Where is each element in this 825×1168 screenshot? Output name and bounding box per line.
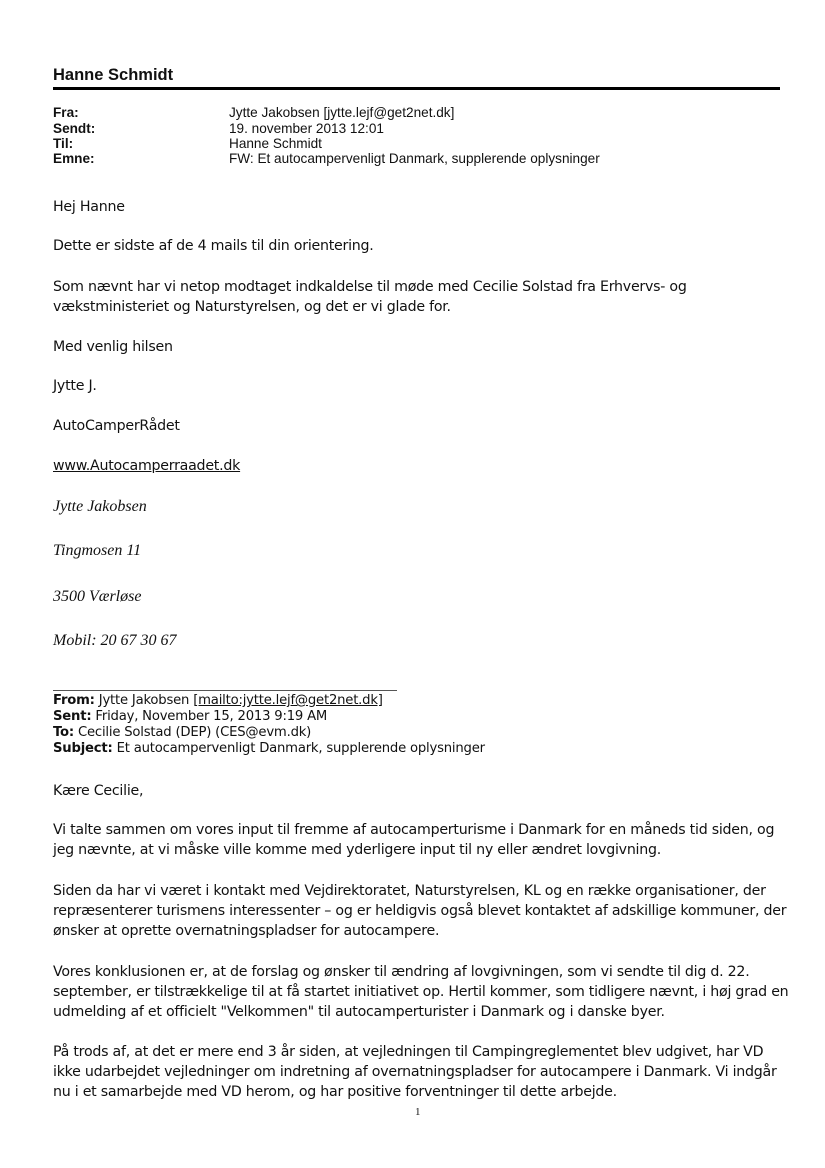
signature-city: 3500 Værløse <box>53 588 142 605</box>
forward-greeting: Kære Cecilie, <box>53 783 144 799</box>
sent-label: Sendt: <box>53 121 96 136</box>
message-paragraph-1: Dette er sidste af de 4 mails til din orientering. <box>53 238 374 254</box>
forward-paragraph-4-line-1: På trods af, at det er mere end 3 år siden, at vejledningen til Campingreglementet blev udgivet, har VD <box>53 1044 764 1060</box>
forward-paragraph-4-line-3: nu i et samarbejde med VD herom, og har positive forventninger til dette arbejde. <box>53 1084 617 1100</box>
forward-paragraph-3-line-3: udmelding af et officielt "Velkommen" til autocamperturister i Danmark og i danske byer. <box>53 1004 665 1020</box>
forward-to-label: To: <box>53 725 74 740</box>
signature-name: Jytte Jakobsen <box>53 498 147 515</box>
forward-from-mailto-link[interactable]: [mailto:jytte.lejf@get2net.dk] <box>193 693 383 708</box>
forward-paragraph-2-line-2: repræsenterer turismens interessenter – og er heldigvis også blevet kontaktet af adskillige kommuner, der <box>53 903 787 919</box>
forward-paragraph-3-line-1: Vores konklusionen er, at de forslag og ønsker til ændring af lovgivningen, som vi sendte til dig d. 22. <box>53 964 750 980</box>
forward-sent-row <box>53 709 327 725</box>
page-number: 1 <box>415 1106 421 1118</box>
signature-mobile: Mobil: 20 67 30 67 <box>53 632 177 649</box>
forward-from-label: From: <box>53 693 95 708</box>
forward-to-value: Cecilie Solstad (DEP) (CES@evm.dk) <box>77 725 312 740</box>
forward-paragraph-1-line-2: jeg nævnte, at vi måske ville komme med yderligere input til ny eller ændret lovgivning. <box>53 842 662 858</box>
sent-value: 19. november 2013 12:01 <box>229 121 384 136</box>
forward-sent-label: Sent: <box>53 709 92 724</box>
forward-from-row <box>53 693 383 709</box>
forward-separator <box>53 690 397 691</box>
subject-label: Emne: <box>53 151 95 166</box>
forward-paragraph-3-line-2: september, er tilstrækkelige til at få startet initiativet op. Hertil kommer, som tidligere nævnt, i høj grad en <box>53 984 789 1000</box>
message-closing: Med venlig hilsen <box>53 339 173 355</box>
forward-subject-value: Et autocampervenligt Danmark, supplerende oplysninger <box>116 741 485 756</box>
signature-street: Tingmosen 11 <box>53 542 142 559</box>
from-label: Fra: <box>53 105 79 120</box>
forward-subject-row <box>53 741 485 757</box>
forward-paragraph-2-line-1: Siden da har vi været i kontakt med Vejdirektoratet, Naturstyrelsen, KL og en række organisationer, der <box>53 883 766 899</box>
sender-name: Hanne Schmidt <box>53 66 174 84</box>
message-sign: Jytte J. <box>53 378 97 394</box>
from-value: Jytte Jakobsen [jytte.lejf@get2net.dk] <box>229 105 455 120</box>
forward-paragraph-2-line-3: ønsker at oprette overnatningspladser for autocampere. <box>53 923 440 939</box>
subject-value: FW: Et autocampervenligt Danmark, supplerende oplysninger <box>229 151 600 166</box>
header-rule <box>53 87 780 90</box>
message-paragraph-2-line-2: vækstministeriet og Naturstyrelsen, og det er vi glade for. <box>53 299 451 315</box>
message-greeting: Hej Hanne <box>53 199 125 215</box>
forward-paragraph-1-line-1: Vi talte sammen om vores input til fremme af autocamperturisme i Danmark for en måneds tid siden, og <box>53 822 775 838</box>
forward-sent-value: Friday, November 15, 2013 9:19 AM <box>95 709 328 724</box>
website-link[interactable]: www.Autocamperraadet.dk <box>53 458 241 474</box>
to-label: Til: <box>53 136 74 151</box>
forward-from-value: Jytte Jakobsen <box>98 693 190 708</box>
message-org: AutoCamperRådet <box>53 418 180 434</box>
to-value: Hanne Schmidt <box>229 136 322 151</box>
forward-paragraph-4-line-2: ikke udarbejdet vejledninger om indretning af overnatningspladser for autocampere i Danmark. Vi indgår <box>53 1064 777 1080</box>
message-paragraph-2-line-1: Som nævnt har vi netop modtaget indkaldelse til møde med Cecilie Solstad fra Erhvervs- og <box>53 279 687 295</box>
forward-to-row <box>53 725 311 741</box>
forward-subject-label: Subject: <box>53 741 113 756</box>
